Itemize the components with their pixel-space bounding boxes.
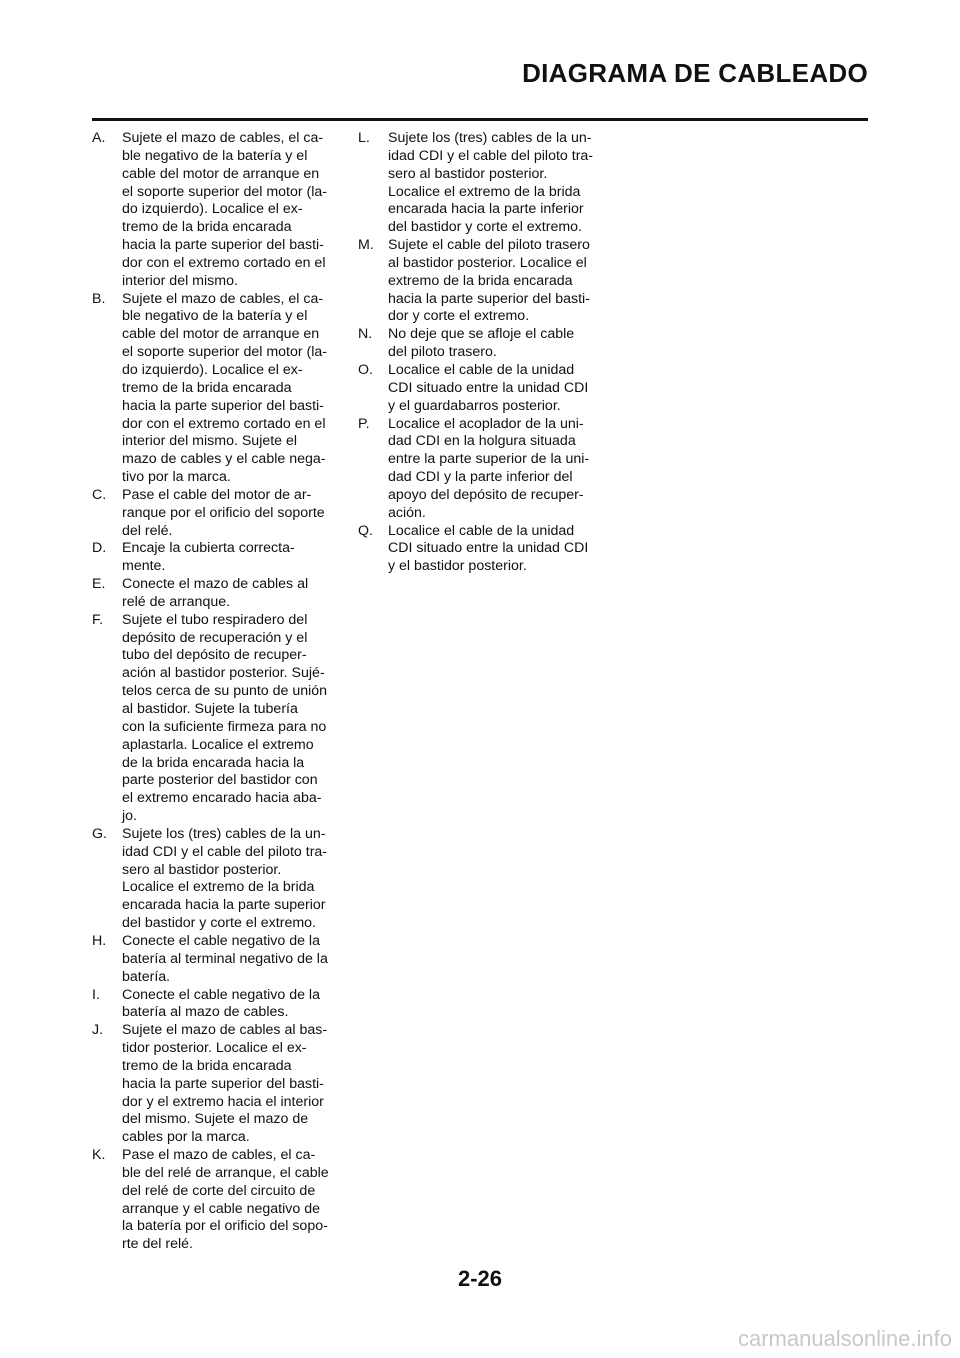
item-text: Encaje la cubierta correcta- mente. (122, 540, 295, 575)
instruction-item-b (92, 291, 342, 487)
item-letter: B. (92, 290, 106, 307)
instruction-item-i (92, 987, 342, 1023)
instruction-item-k (92, 1147, 342, 1254)
instruction-item-d (92, 540, 342, 576)
item-text: Sujete los (tres) cables de la un- idad CDI y el cable del piloto tra- sero al bastidor posterior. Localice el extremo de la brida encarada hacia la parte inferior del bastidor y corte el extremo. (388, 130, 594, 236)
item-text: Conecte el cable negativo de la batería al mazo de cables. (122, 986, 320, 1021)
item-letter: J. (92, 1022, 104, 1039)
item-letter: I. (92, 986, 100, 1003)
instruction-item-m (358, 237, 608, 326)
item-letter: H. (92, 932, 107, 949)
page-title: DIAGRAMA DE CABLEADO (522, 58, 868, 88)
title-divider (92, 118, 868, 121)
item-letter: C. (92, 486, 107, 503)
instruction-item-o (358, 362, 608, 416)
instruction-item-e (92, 576, 342, 612)
item-text: Sujete el mazo de cables al bas- tidor posterior. Localice el ex- tremo de la brida encarada hacia la parte superior del basti- dor y el extremo hacia el interior del mismo. Sujete el mazo de cables por la marca. (122, 1022, 328, 1146)
item-text: Sujete el mazo de cables, el ca- ble negativo de la batería y el cable del motor de arranque en el soporte superior del motor (la- do izquierdo). Localice el ex- tremo de la brida encarada hacia la parte superior del basti- dor con el extremo cortado en el interior del mismo. Sujete el mazo de cables y el cable nega- tivo por la marca. (122, 290, 328, 486)
instruction-item-n (358, 326, 608, 362)
item-text: Sujete los (tres) cables de la un- idad CDI y el cable del piloto tra- sero al bastidor posterior. Localice el extremo de la brida encarada hacia la parte superior del bastidor y corte el extremo. (122, 825, 328, 932)
item-text: Sujete el cable del piloto trasero al bastidor posterior. Localice el extremo de la brida encarada hacia la parte superior del basti- dor y corte el extremo. (388, 237, 590, 325)
instruction-item-f (92, 612, 342, 826)
instruction-item-c (92, 487, 342, 541)
item-letter: D. (92, 540, 107, 557)
item-letter: M. (358, 237, 374, 254)
instruction-item-h (92, 933, 342, 987)
item-letter: E. (92, 576, 106, 593)
item-text: Localice el acoplador de la uni- dad CDI en la holgura situada entre la parte superior de la uni- dad CDI y la parte inferior del apoyo del depósito de recuper- ación. (388, 415, 590, 521)
item-letter: Q. (358, 522, 373, 539)
item-text: Pase el mazo de cables, el ca- ble del relé de arranque, el cable del relé de corte del circuito de arranque y el cable negativo de la batería por el orificio del sopo- rte del relé. (122, 1147, 329, 1253)
instruction-item-a (92, 130, 342, 291)
instruction-item-q (358, 523, 608, 577)
item-text: Sujete el tubo respiradero del depósito de recuperación y el tubo del depósito de recuper- ación al bastidor posterior. Sujé- telos cerca de su punto de unión al bastidor. Sujete la tubería con la suficiente firmeza para no aplastarla. Localice el extremo de la brida encarada hacia la parte posterior del bastidor con el extremo encarado hacia aba- jo. (122, 611, 328, 825)
item-letter: N. (358, 326, 373, 343)
item-text: Localice el cable de la unidad CDI situado entre la unidad CDI y el bastidor posterior. (388, 522, 589, 575)
item-letter: K. (92, 1147, 106, 1164)
item-text: Conecte el mazo de cables al relé de arranque. (122, 576, 309, 610)
instruction-item-l (358, 130, 608, 237)
item-text: Conecte el cable negativo de la batería al terminal negativo de la batería. (122, 932, 328, 985)
item-letter: P. (358, 415, 370, 432)
instruction-item-j (92, 1022, 342, 1147)
instruction-item-g (92, 826, 342, 933)
item-text: Pase el cable del motor de ar- ranque por el orificio del soporte del relé. (122, 486, 325, 539)
instructions-column-left (92, 130, 342, 1254)
item-text: No deje que se afloje el cable del piloto trasero. (388, 326, 575, 361)
item-letter: F. (92, 611, 104, 628)
instructions-column-right (358, 130, 608, 576)
item-text: Localice el cable de la unidad CDI situado entre la unidad CDI y el guardabarros posterior. (388, 361, 589, 414)
item-letter: A. (92, 130, 106, 146)
item-letter: L. (358, 130, 370, 146)
instruction-item-p (358, 416, 608, 523)
item-letter: O. (358, 361, 373, 378)
item-letter: G. (92, 825, 107, 842)
watermark: carmanualsonline.info (737, 1326, 952, 1351)
item-text: Sujete el mazo de cables, el ca- ble negativo de la batería y el cable del motor de arranque en el soporte superior del motor (la- do izquierdo). Localice el ex- tremo de la brida encarada hacia la parte superior del basti- dor con el extremo cortado en el interior del mismo. (122, 130, 328, 289)
page-number: 2-26 (457, 1266, 503, 1291)
